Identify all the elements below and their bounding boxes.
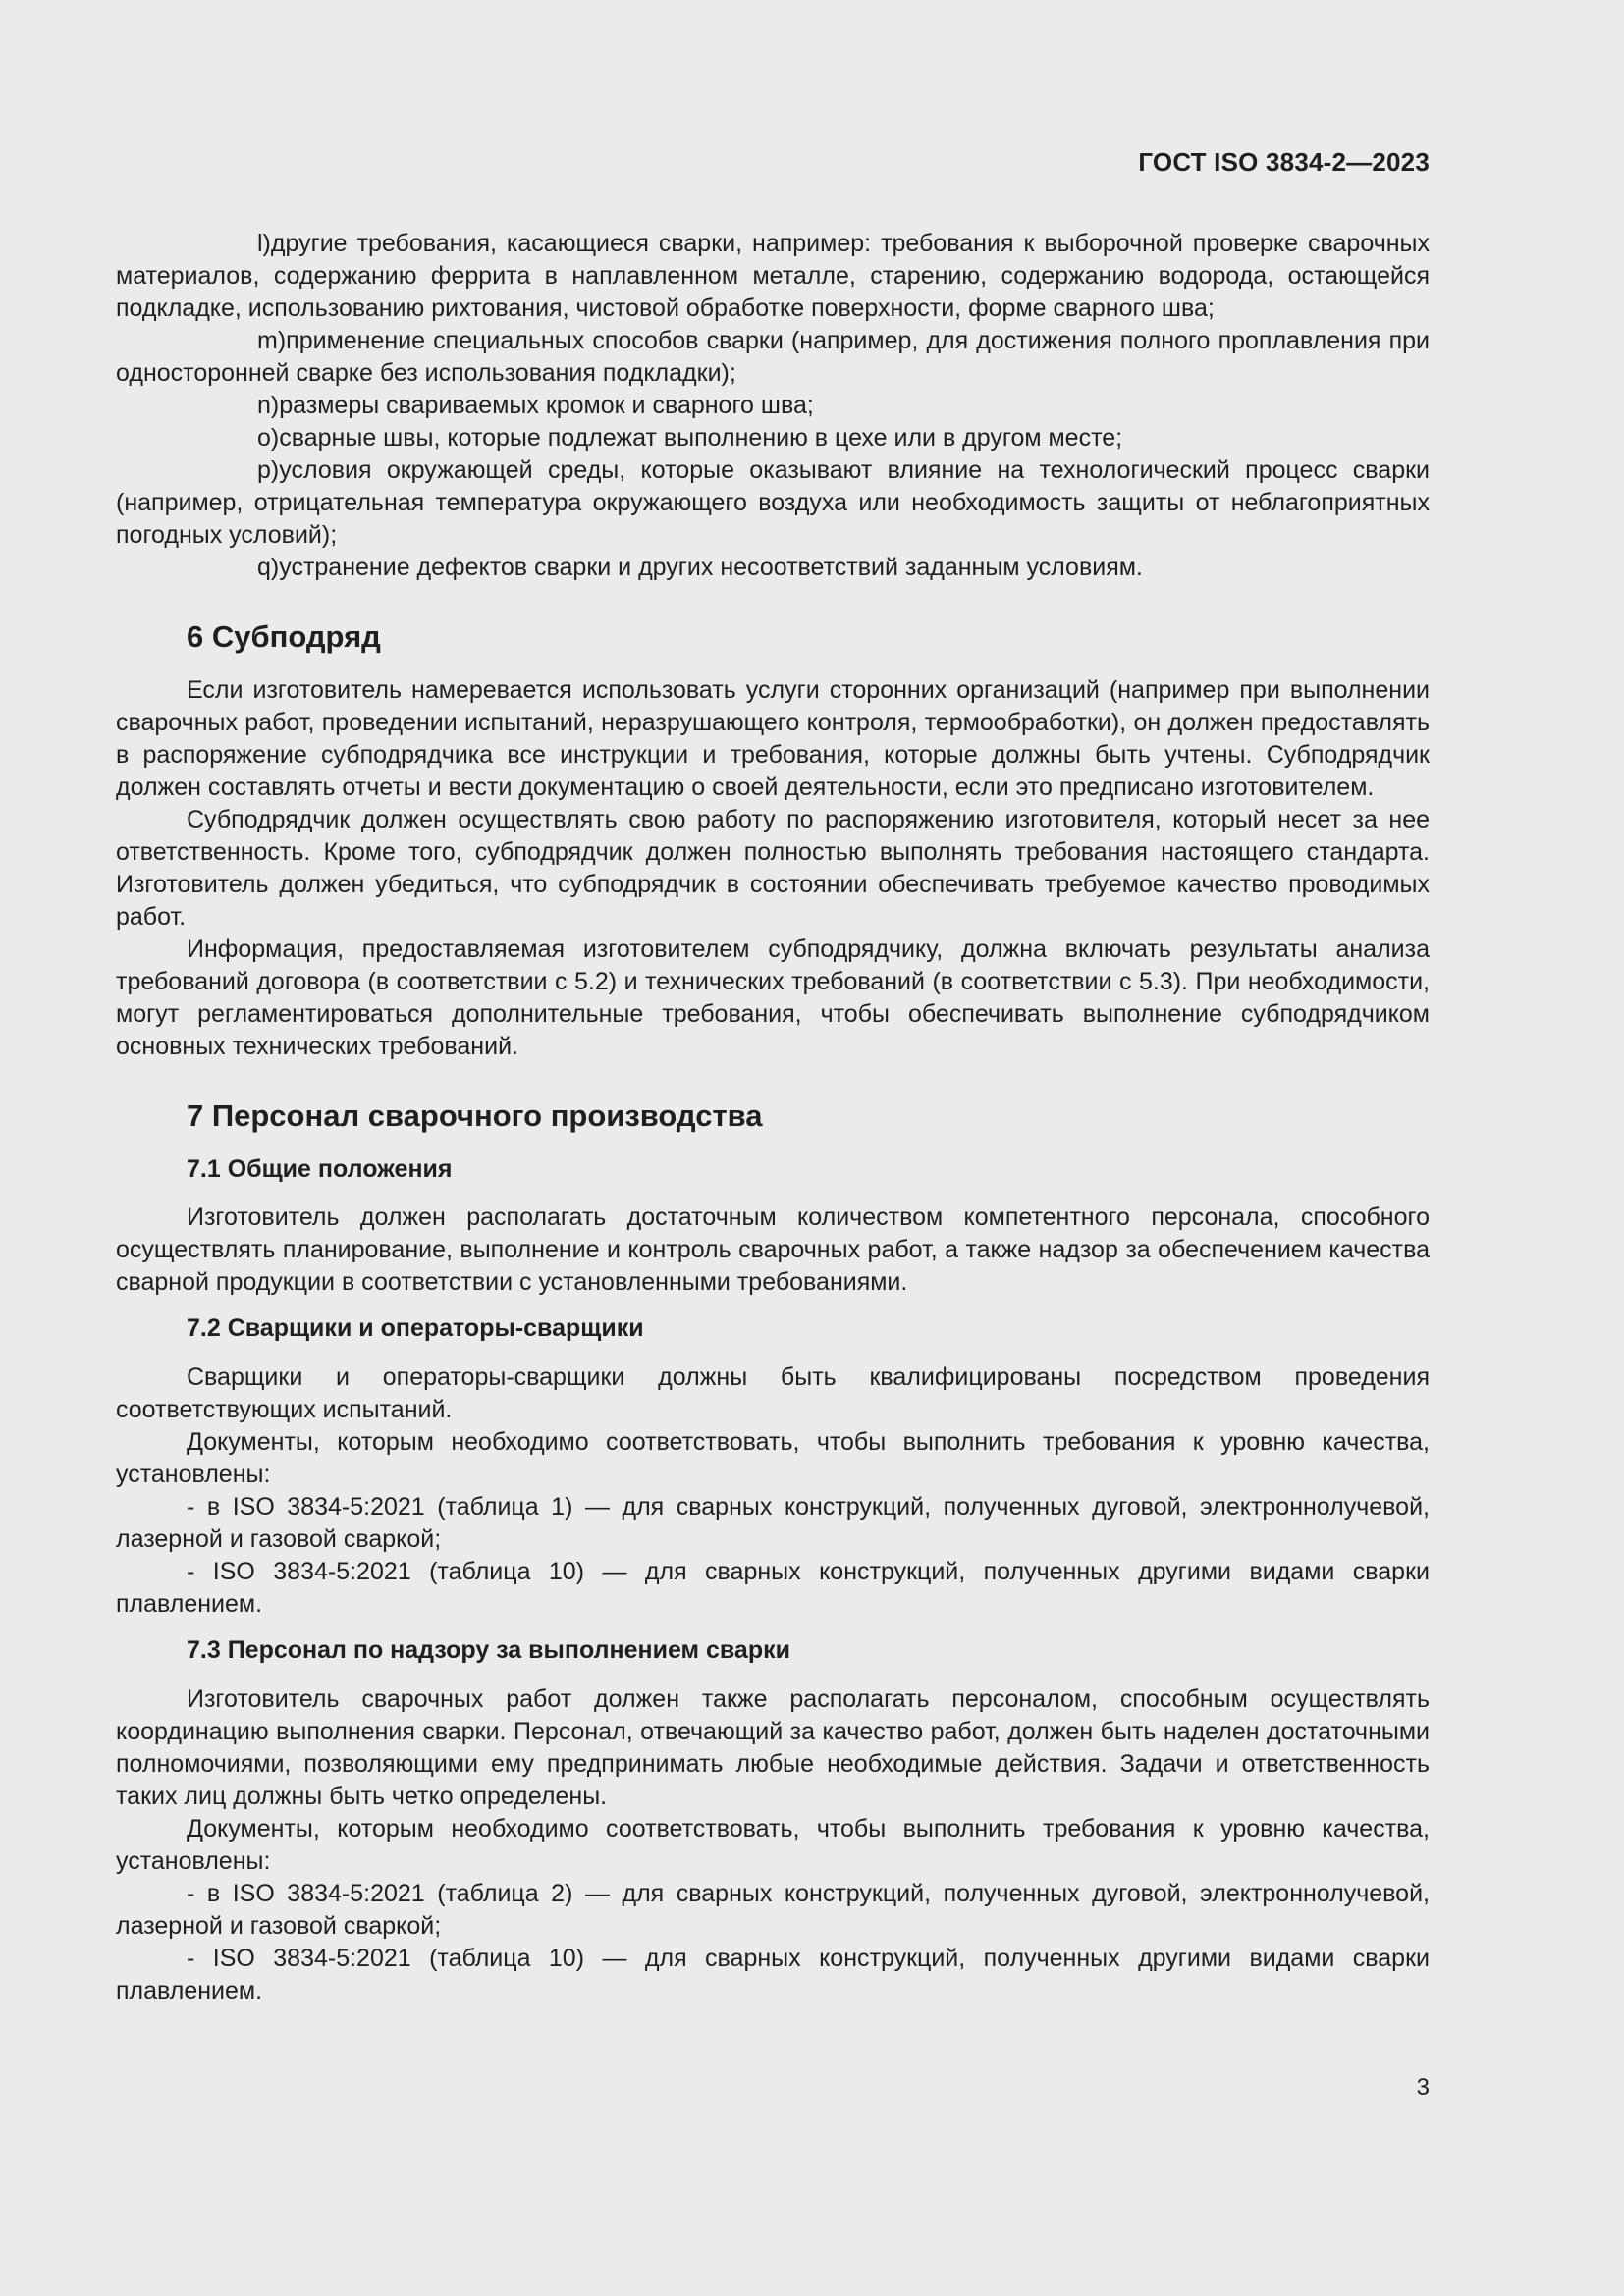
list-marker: o) [257, 424, 280, 452]
subsection-7-1-heading: 7.1 Общие положения [187, 1155, 453, 1183]
list-marker: n) [257, 392, 280, 419]
list-marker: p) [257, 456, 280, 484]
list-item-text: устранение дефектов сварки и других несоответствий заданным условиям. [279, 554, 1143, 581]
list-item [116, 552, 1430, 584]
list-item-text: применение специальных способов сварки (например, для достижения полного проплавления при односторонней сварке без использования подкладки); [116, 327, 1430, 387]
requirements-list [116, 228, 1430, 584]
subsection-7-1-paragraph: Изготовитель должен располагать достаточным количеством компетентного персонала, способного осуществлять планирование, выполнение и контроль сварочных работ, а также надзор за обеспечением качества сварной продукции в соответствии с установленными требованиями. [116, 1203, 1430, 1296]
section-6-heading: 6 Субподряд [187, 619, 381, 654]
subsection-7-2-paragraph: Сварщики и операторы-сварщики должны быть квалифицированы посредством проведения соответствующих испытаний. [116, 1363, 1430, 1423]
subsection-7-2-dash-item: - в ISO 3834-5:2021 (таблица 1) — для сварных конструкций, полученных дуговой, электроннолучевой, лазерной и газовой сваркой; [116, 1493, 1430, 1553]
section-7-heading: 7 Персонал сварочного производства [187, 1098, 763, 1133]
document-id-header: ГОСТ ISO 3834-2—2023 [1138, 147, 1430, 177]
list-item [116, 390, 1430, 422]
subsection-7-3-paragraph: Документы, которым необходимо соответствовать, чтобы выполнить требования к уровню качества, установлены: [116, 1815, 1430, 1875]
list-item-text: сварные швы, которые подлежат выполнению в цехе или в другом месте; [279, 424, 1123, 452]
subsection-7-2-dash-item: - ISO 3834-5:2021 (таблица 10) — для сварных конструкций, полученных другими видами сварки плавлением. [116, 1558, 1430, 1618]
subsection-7-3-paragraph: Изготовитель сварочных работ должен также располагать персоналом, способным осуществлять координацию выполнения сварки. Персонал, отвечающий за качество работ, должен быть наделен достаточными полномочиями, позволяющими ему предпринимать любые необходимые действия. Задачи и ответственность таких лиц должны быть четко определены. [116, 1685, 1430, 1810]
list-item [116, 228, 1430, 325]
subsection-7-3-dash-item: - в ISO 3834-5:2021 (таблица 2) — для сварных конструкций, полученных дуговой, электроннолучевой, лазерной и газовой сваркой; [116, 1880, 1430, 1940]
page-number: 3 [1416, 2074, 1430, 2101]
subsection-7-2-heading: 7.2 Сварщики и операторы-сварщики [187, 1314, 644, 1342]
section-6-paragraph: Если изготовитель намеревается использовать услуги сторонних организаций (например при выполнении сварочных работ, проведении испытаний, неразрушающего контроля, термообработки), он должен предоставлять в распоряжение субподрядчика все инструкции и требования, которые должны быть учтены. Субподрядчик должен составлять отчеты и вести документацию о своей деятельности, если это предписано изготовителем. [116, 676, 1430, 801]
list-item-text: условия окружающей среды, которые оказывают влияние на технологический процесс сварки (например, отрицательная температура окружающего воздуха или необходимость защиты от неблагоприятных погодных условий); [116, 456, 1430, 549]
list-item-text: размеры свариваемых кромок и сварного шва; [279, 392, 814, 419]
page-body [116, 228, 1430, 2007]
subsection-7-3-heading: 7.3 Персонал по надзору за выполнением сварки [187, 1636, 790, 1664]
section-6-paragraph: Субподрядчик должен осуществлять свою работу по распоряжению изготовителя, который несет за нее ответственность. Кроме того, субподрядчик должен полностью выполнять требования настоящего стандарта. Изготовитель должен убедиться, что субподрядчик в состоянии обеспечивать требуемое качество проводимых работ. [116, 806, 1430, 931]
subsection-7-3-dash-item: - ISO 3834-5:2021 (таблица 10) — для сварных конструкций, полученных другими видами сварки плавлением. [116, 1945, 1430, 2004]
list-item [116, 454, 1430, 552]
list-marker: m) [257, 327, 287, 354]
list-item [116, 325, 1430, 390]
list-marker: l) [257, 230, 271, 257]
subsection-7-2-paragraph: Документы, которым необходимо соответствовать, чтобы выполнить требования к уровню качества, установлены: [116, 1428, 1430, 1488]
list-item [116, 422, 1430, 454]
list-marker: q) [257, 554, 280, 581]
section-6-paragraph: Информация, предоставляемая изготовителем субподрядчику, должна включать результаты анализа требований договора (в соответствии с 5.2) и технических требований (в соответствии с 5.3). При необходимости, могут регламентироваться дополнительные требования, чтобы обеспечивать выполнение субподрядчиком основных технических требований. [116, 935, 1430, 1060]
list-item-text: другие требования, касающиеся сварки, например: требования к выборочной проверке сварочных материалов, содержанию феррита в наплавленном металле, старению, содержанию водорода, остающейся подкладке, использованию рихтования, чистовой обработке поверхности, форме сварного шва; [116, 230, 1430, 322]
